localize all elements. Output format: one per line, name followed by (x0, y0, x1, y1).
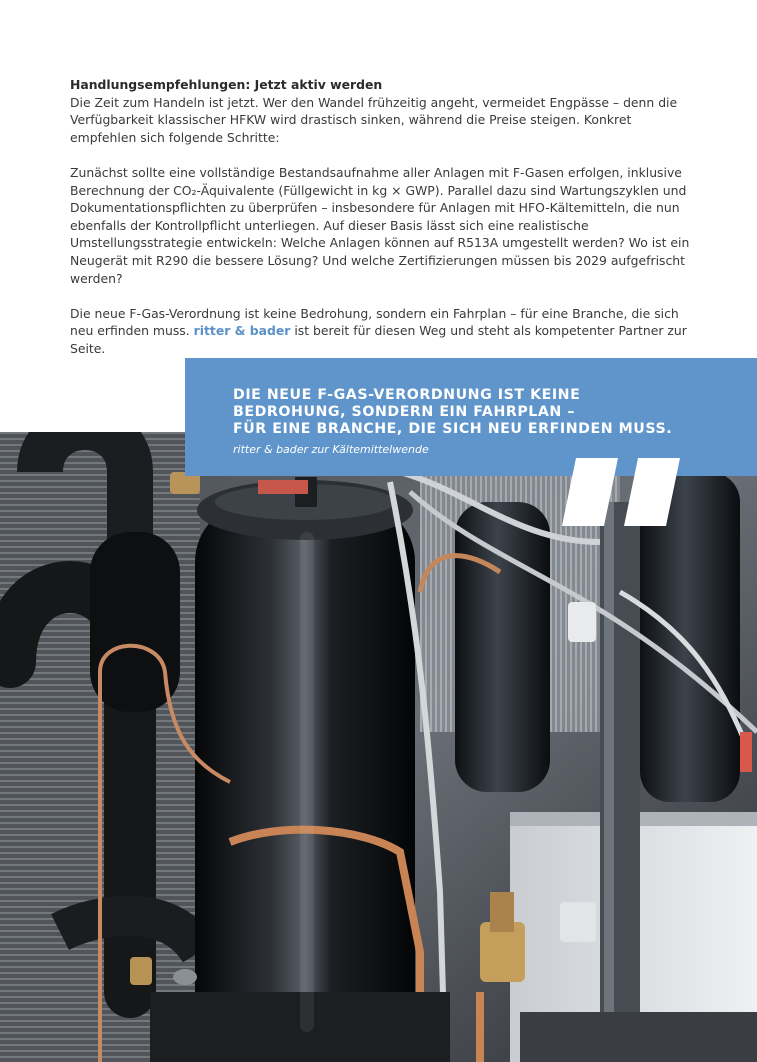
closing-text-start: Die neue F-Gas-Verordnung ist keine Bedrohung, sondern ein Fahrplan – für eine Branche, die sich neu erfinden muss. (70, 305, 679, 339)
quotation-mark-icon (562, 458, 682, 530)
article-text (70, 76, 690, 375)
brand-name: ritter & bader (193, 323, 291, 339)
pull-quote-source: ritter & bader zur Kältemittelwende (233, 443, 429, 456)
pull-quote-line-2: BEDROHUNG, SONDERN EIN FAHRPLAN – (233, 404, 575, 421)
pull-quote-line-1: DIE NEUE F-GAS-VERORDNUNG IST KEINE (233, 387, 581, 403)
intro-text: Die Zeit zum Handeln ist jetzt. Wer den Wandel frühzeitig angeht, vermeidet Engpässe – denn die Verfügbarkeit klassischer HFKW wird drastisch sinken, während die Preise steigen. Konkret empfehlen sich folgende Schritte: (70, 94, 678, 145)
closing-text-end: ist bereit für diesen Weg und steht als kompetenter Partner zur Seite. (70, 323, 687, 356)
intro-paragraph (70, 76, 690, 146)
section-heading: Handlungsempfehlungen: Jetzt aktiv werden (70, 77, 383, 92)
pull-quote-text (233, 387, 753, 439)
steps-paragraph: Zunächst sollte eine vollständige Bestandsaufnahme aller Anlagen mit F-Gasen erfolgen, inklusive Berechnung der CO₂-Äquivalente (Füllgewicht in kg × GWP). Parallel dazu sind Wartungszyklen und Dokumentationspflichten zu überprüfen – insbesondere für Anlagen mit HFO-Kältemitteln, die nun ebenfalls der Kontrollpflicht unterliegen. Auf dieser Basis lässt sich eine realistische Umstellungsstrategie entwickeln: Welche Anlagen können auf R513A umgestellt werden? Wo ist ein Neugerät mit R290 die bessere Lösung? Und welche Zertifizierungen müssen bis 2029 aufgefrischt werden? (70, 164, 690, 286)
pull-quote-line-3: FÜR EINE BRANCHE, DIE SICH NEU ERFINDEN MUSS. (233, 421, 673, 438)
closing-paragraph (70, 305, 690, 358)
